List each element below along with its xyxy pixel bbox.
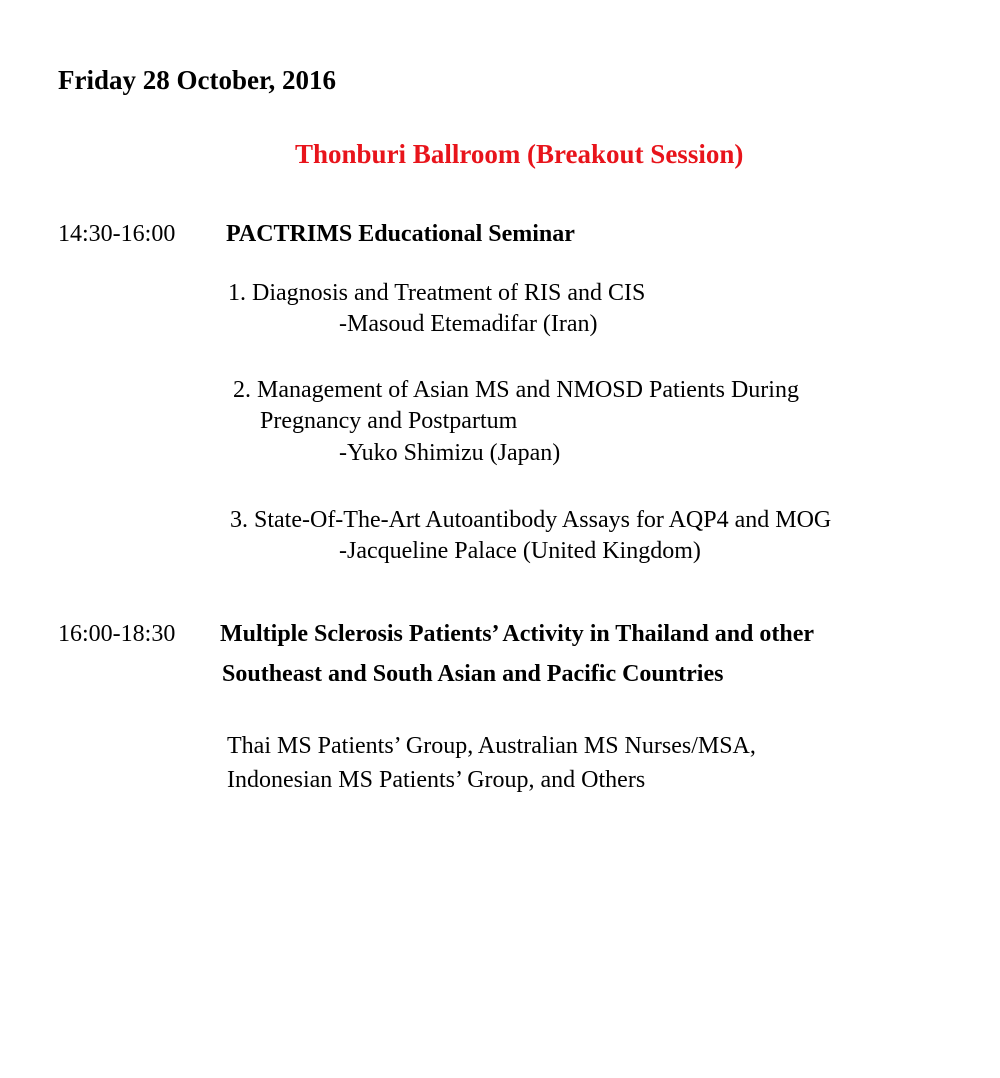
talk-2-title-line-2: Pregnancy and Postpartum <box>260 408 518 434</box>
date-heading: Friday 28 October, 2016 <box>58 65 336 95</box>
session-1-time: 14:30-16:00 <box>58 221 176 247</box>
talk-2-speaker: -Yuko Shimizu (Japan) <box>339 440 561 466</box>
session-2-time: 16:00-18:30 <box>58 621 176 647</box>
participants-line-1: Thai MS Patients’ Group, Australian MS Nurses/MSA, <box>227 733 756 759</box>
talk-2-title-line-1: 2. Management of Asian MS and NMOSD Patients During <box>233 377 799 403</box>
participants-line-2: Indonesian MS Patients’ Group, and Others <box>227 767 646 793</box>
talk-1-title: 1. Diagnosis and Treatment of RIS and CIS <box>228 280 646 306</box>
session-2-title-line-1: Multiple Sclerosis Patients’ Activity in Thailand and other <box>220 621 815 647</box>
talk-1-speaker: -Masoud Etemadifar (Iran) <box>339 311 598 337</box>
session-1-title: PACTRIMS Educational Seminar <box>226 221 575 247</box>
venue-heading: Thonburi Ballroom (Breakout Session) <box>295 139 744 169</box>
talk-3-speaker: -Jacqueline Palace (United Kingdom) <box>339 538 701 564</box>
talk-3-title: 3. State-Of-The-Art Autoantibody Assays for AQP4 and MOG <box>230 507 832 533</box>
session-2-title-line-2: Southeast and South Asian and Pacific Countries <box>222 661 724 687</box>
